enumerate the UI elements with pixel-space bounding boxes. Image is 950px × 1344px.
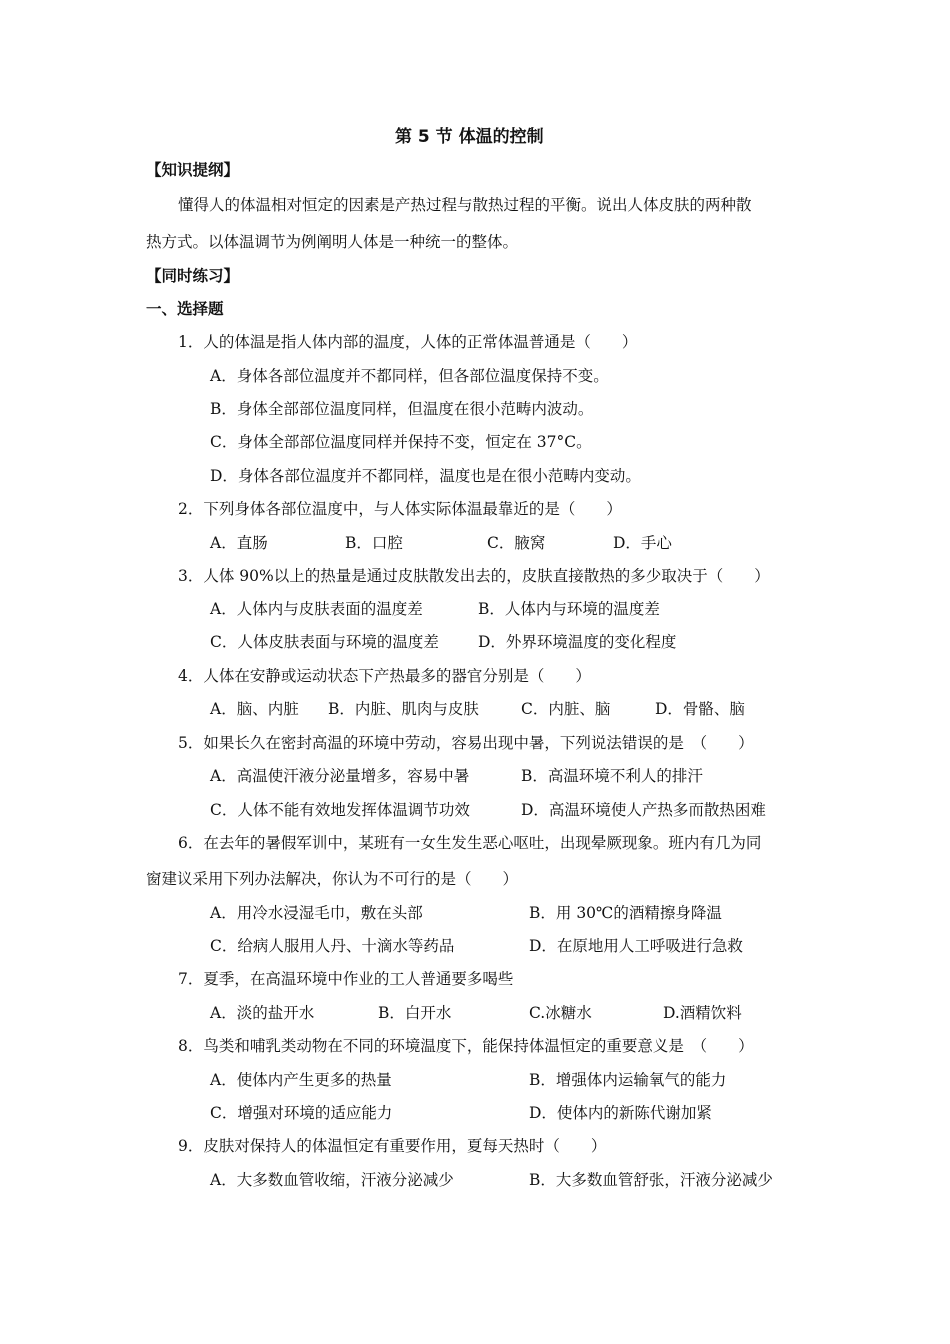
question-7-option-a: A．淡的盐开水 xyxy=(210,1004,315,1022)
question-6-option-c: C．给病人服用人丹、十滴水等药品 xyxy=(210,937,455,955)
question-7-option-c: C.冰糖水 xyxy=(529,1004,592,1022)
question-5-stem: 5．如果长久在密封高温的环境中劳动，容易出现中暑，下列说法错误的是 （ ） xyxy=(178,734,754,752)
question-3-option-b: B．人体内与环境的温度差 xyxy=(478,600,660,618)
question-8-stem: 8．鸟类和哺乳类动物在不同的环境温度下，能保持体温恒定的重要意义是 （ ） xyxy=(178,1037,754,1055)
question-9-option-a: A．大多数血管收缩，汗液分泌减少 xyxy=(210,1171,454,1189)
outline-heading: 【知识提纲】 xyxy=(146,161,240,179)
question-6-option-a: A．用冷水浸湿毛巾，敷在头部 xyxy=(210,904,423,922)
outline-text-line-1: 懂得人的体温相对恒定的因素是产热过程与散热过程的平衡。说出人体皮肤的两种散 xyxy=(178,196,752,214)
outline-text-line-2: 热方式。以体温调节为例阐明人体是一种统一的整体。 xyxy=(146,233,519,251)
question-4-option-c: C．内脏、脑 xyxy=(521,700,611,718)
question-3-option-c: C．人体皮肤表面与环境的温度差 xyxy=(210,633,439,651)
page-title: 第 5 节 体温的控制 xyxy=(395,127,544,147)
question-1-option-c: C．身体全部部位温度同样并保持不变，恒定在 37°C。 xyxy=(210,433,592,451)
question-8-option-d: D．使体内的新陈代谢加紧 xyxy=(529,1104,712,1122)
question-5-option-b: B．高温环境不利人的排汗 xyxy=(521,767,703,785)
question-2-option-b: B．口腔 xyxy=(345,534,403,552)
question-5-option-d: D．高温环境使人产热多而散热困难 xyxy=(521,801,766,819)
question-2-stem: 2．下列身体各部位温度中，与人体实际体温最靠近的是（ ） xyxy=(178,500,622,518)
question-8-option-b: B．增强体内运输氧气的能力 xyxy=(529,1071,727,1089)
question-2-option-d: D．手心 xyxy=(613,534,672,552)
question-2-option-a: A．直肠 xyxy=(210,534,268,552)
question-6-stem-continued: 窗建议采用下列办法解决，你认为不可行的是（ ） xyxy=(146,870,519,888)
question-7-option-d: D.酒精饮料 xyxy=(663,1004,742,1022)
question-8-option-a: A．使体内产生更多的热量 xyxy=(210,1071,392,1089)
question-7-option-b: B．白开水 xyxy=(378,1004,452,1022)
question-3-option-d: D．外界环境温度的变化程度 xyxy=(478,633,677,651)
question-5-option-a: A．高温使汗液分泌量增多，容易中暑 xyxy=(210,767,470,785)
question-4-option-a: A．脑、内脏 xyxy=(210,700,299,718)
question-4-option-d: D．骨骼、脑 xyxy=(655,700,745,718)
question-1-stem: 1．人的体温是指人体内部的温度，人体的正常体温普通是（ ） xyxy=(178,333,638,351)
question-6-option-d: D．在原地用人工呼吸进行急救 xyxy=(529,937,743,955)
question-7-stem: 7．夏季，在高温环境中作业的工人普通要多喝些 xyxy=(178,970,514,988)
part-one-heading: 一、选择题 xyxy=(146,300,224,318)
question-9-stem: 9．皮肤对保持人的体温恒定有重要作用，夏每天热时（ ） xyxy=(178,1137,607,1155)
question-8-option-c: C．增强对环境的适应能力 xyxy=(210,1104,393,1122)
question-6-stem: 6．在去年的暑假军训中，某班有一女生发生恶心呕吐，出现晕厥现象。班内有几为同 xyxy=(178,834,762,852)
question-4-option-b: B．内脏、肌肉与皮肤 xyxy=(328,700,479,718)
question-4-stem: 4．人体在安静或运动状态下产热最多的器官分别是（ ） xyxy=(178,667,591,685)
question-1-option-d: D．身体各部位温度并不都同样，温度也是在很小范畴内变动。 xyxy=(210,467,641,485)
question-9-option-b: B．大多数血管舒张，汗液分泌减少 xyxy=(529,1171,773,1189)
question-6-option-b: B．用 30℃的酒精擦身降温 xyxy=(529,904,722,922)
practice-heading: 【同时练习】 xyxy=(146,267,240,285)
question-5-option-c: C．人体不能有效地发挥体温调节功效 xyxy=(210,801,470,819)
question-1-option-b: B．身体全部部位温度同样，但温度在很小范畴内波动。 xyxy=(210,400,594,418)
question-3-option-a: A．人体内与皮肤表面的温度差 xyxy=(210,600,423,618)
question-1-option-a: A．身体各部位温度并不都同样，但各部位温度保持不变。 xyxy=(210,367,609,385)
question-2-option-c: C．腋窝 xyxy=(487,534,546,552)
question-3-stem: 3．人体 90%以上的热量是通过皮肤散发出去的，皮肤直接散热的多少取决于（ ） xyxy=(178,567,770,585)
